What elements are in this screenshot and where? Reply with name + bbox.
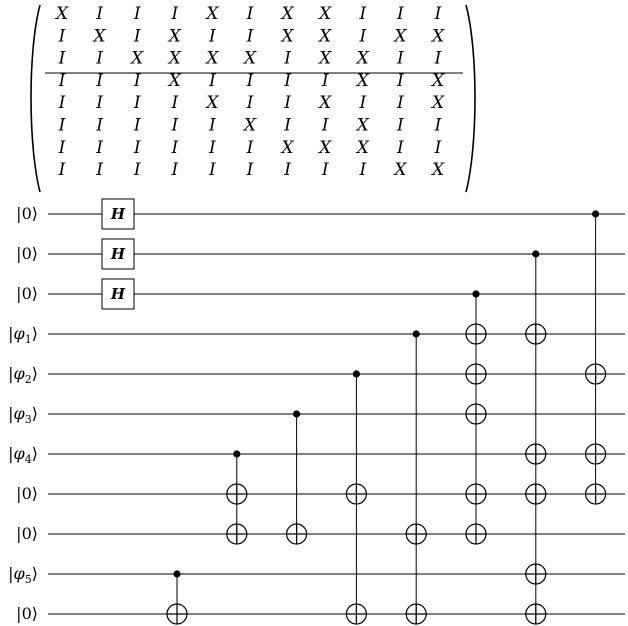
cnot-control-dot (353, 370, 360, 377)
hadamard-label: H (110, 285, 126, 303)
matrix-cell: I (246, 70, 254, 91)
cnot-control-dot (472, 290, 479, 297)
ket-open: | (16, 244, 22, 263)
matrix-cell: X (356, 70, 369, 91)
ket-symbol: 0 (21, 244, 32, 263)
matrix-cell: X (356, 137, 369, 158)
matrix-cell: X (394, 160, 407, 181)
matrix-cell: I (209, 137, 216, 158)
cnot-target (466, 364, 486, 384)
matrix-cell: I (171, 160, 179, 181)
cnot-target (167, 604, 187, 624)
matrix-cell: I (96, 160, 103, 181)
ket-open: | (16, 604, 22, 623)
matrix-cell: X (281, 26, 294, 47)
matrix-cell: I (171, 137, 179, 158)
ket-close: ⟩ (31, 604, 38, 623)
cnot-target (346, 484, 366, 504)
cnot-target (227, 484, 247, 504)
matrix-cell: I (397, 70, 404, 91)
ket-close: ⟩ (31, 444, 38, 463)
cnot-control-dot (233, 450, 240, 457)
ket-subscript: 5 (24, 573, 32, 586)
ket-open: | (16, 284, 22, 303)
matrix-cell: I (246, 160, 254, 181)
matrix-cell: I (246, 4, 254, 24)
matrix-cell: I (397, 115, 404, 136)
qubit-label (8, 404, 38, 426)
cnot-target (227, 524, 247, 544)
matrix-cell: I (359, 4, 367, 24)
matrix-cell: I (171, 115, 179, 136)
circuit (8, 199, 625, 624)
cnot-target (526, 484, 546, 504)
ket-subscript: 1 (24, 333, 32, 346)
matrix-cell: I (58, 26, 66, 47)
ket-open: | (16, 484, 22, 503)
matrix-cell: I (434, 4, 442, 24)
matrix-cell: I (209, 115, 216, 136)
cnot-target (526, 324, 546, 344)
matrix-cell: X (356, 115, 369, 136)
matrix-cell: I (133, 137, 141, 158)
matrix-cell: I (284, 115, 291, 136)
ket-close: ⟩ (31, 564, 38, 583)
cnot-target (526, 604, 546, 624)
ket-close: ⟩ (31, 284, 38, 303)
ket-subscript: 4 (24, 453, 32, 466)
ket-subscript: 2 (24, 373, 32, 386)
matrix-cell: X (168, 26, 181, 47)
matrix-cell: I (96, 70, 103, 91)
cnot-control-dot (173, 570, 180, 577)
qubit-label (16, 484, 38, 503)
ket-subscript: 3 (24, 413, 32, 426)
cnot-control-dot (413, 330, 420, 337)
matrix-cell: X (319, 48, 332, 69)
matrix-cell: I (96, 115, 103, 136)
matrix-cell: X (394, 26, 407, 47)
matrix-cell: I (171, 93, 179, 114)
qubit-label (16, 284, 38, 303)
matrix-cell: I (58, 137, 66, 158)
matrix-cell: X (319, 93, 332, 114)
matrix-cell: X (243, 115, 257, 136)
ket-open: | (8, 444, 14, 463)
matrix-cell: I (397, 48, 404, 69)
ket-symbol: φ (13, 444, 25, 463)
matrix-cell: I (209, 160, 216, 181)
matrix-cell: I (209, 26, 216, 47)
ket-close: ⟩ (31, 404, 38, 423)
ket-symbol: φ (13, 364, 25, 383)
ket-close: ⟩ (31, 364, 38, 383)
matrix-cell: I (133, 4, 141, 24)
cnot-target (586, 444, 606, 464)
qubit-label (16, 204, 38, 223)
stabilizer-matrix (31, 4, 475, 192)
cnot-control-dot (532, 250, 539, 257)
matrix-cell: X (319, 4, 332, 24)
qubit-label (16, 244, 38, 263)
matrix-cell: X (55, 4, 69, 24)
matrix-cell: X (243, 48, 257, 69)
matrix-cell: I (284, 70, 291, 91)
qubit-label (16, 524, 38, 543)
matrix-cell: X (281, 137, 294, 158)
matrix-right-paren (466, 5, 475, 192)
matrix-cell: I (133, 160, 141, 181)
matrix-cell: X (168, 48, 181, 69)
matrix-cell: I (209, 70, 216, 91)
ket-open: | (16, 204, 22, 223)
matrix-cell: I (96, 48, 103, 69)
matrix-cell: I (359, 160, 367, 181)
matrix-cell: I (284, 160, 291, 181)
ket-symbol: 0 (21, 284, 32, 303)
matrix-cell: I (246, 26, 254, 47)
matrix-cell: X (319, 137, 332, 158)
cnot-target (586, 484, 606, 504)
matrix-cell: I (96, 4, 103, 24)
matrix-cell: X (431, 70, 445, 91)
ket-close: ⟩ (31, 324, 38, 343)
matrix-cell: X (206, 4, 219, 24)
ket-symbol: 0 (21, 524, 32, 543)
matrix-cell: I (58, 70, 66, 91)
matrix-cell: I (96, 93, 103, 114)
cnot-target (406, 524, 426, 544)
cnot-control-dot (293, 410, 300, 417)
ket-symbol: 0 (21, 604, 32, 623)
ket-symbol: φ (13, 324, 25, 343)
matrix-cell: X (319, 26, 332, 47)
matrix-cell: X (431, 93, 445, 114)
matrix-cell: I (359, 93, 367, 114)
matrix-cell: I (171, 4, 179, 24)
matrix-cell: I (58, 48, 66, 69)
cnot-target (466, 484, 486, 504)
matrix-cell: I (321, 115, 329, 136)
matrix-cell: X (356, 48, 369, 69)
cnot-control-dot (592, 210, 599, 217)
matrix-cell: I (434, 115, 442, 136)
matrix-cell: I (133, 93, 141, 114)
qubit-label (8, 444, 38, 466)
ket-open: | (8, 564, 14, 583)
matrix-cell: X (93, 26, 106, 47)
matrix-cell: X (431, 160, 445, 181)
ket-open: | (16, 524, 22, 543)
qubit-label (16, 604, 38, 623)
cnot-target (406, 604, 426, 624)
hadamard-label: H (110, 205, 126, 223)
ket-close: ⟩ (31, 244, 38, 263)
ket-symbol: 0 (21, 204, 32, 223)
cnot-target (526, 444, 546, 464)
ket-close: ⟩ (31, 524, 38, 543)
cnot-target (586, 364, 606, 384)
matrix-cell: X (431, 26, 445, 47)
matrix-cell: I (359, 26, 367, 47)
matrix-cell: I (58, 93, 66, 114)
matrix-cell: I (321, 160, 329, 181)
matrix-cell: I (321, 70, 329, 91)
matrix-cell: I (397, 4, 404, 24)
ket-open: | (8, 404, 14, 423)
matrix-cell: X (131, 48, 144, 69)
cnot-target (466, 324, 486, 344)
matrix-cell: I (133, 26, 141, 47)
matrix-cell: I (246, 137, 254, 158)
ket-close: ⟩ (31, 204, 38, 223)
matrix-cell: I (96, 137, 103, 158)
matrix-cell: I (397, 137, 404, 158)
ket-symbol: φ (13, 404, 25, 423)
cnot-target (346, 604, 366, 624)
ket-open: | (8, 364, 14, 383)
hadamard-label: H (110, 245, 126, 263)
matrix-left-paren (31, 5, 40, 192)
cnot-target (466, 404, 486, 424)
matrix-cell: X (281, 4, 294, 24)
matrix-cell: I (246, 93, 254, 114)
matrix-cell: X (168, 70, 181, 91)
matrix-cell: I (284, 93, 291, 114)
ket-close: ⟩ (31, 484, 38, 503)
qubit-label (8, 324, 38, 346)
ket-symbol: φ (13, 564, 25, 583)
qubit-label (8, 364, 38, 386)
qubit-label (8, 564, 38, 586)
matrix-cell: X (206, 48, 219, 69)
ket-symbol: 0 (21, 484, 32, 503)
matrix-cell: X (206, 93, 219, 114)
matrix-cell: I (434, 48, 442, 69)
cnot-target (526, 564, 546, 584)
cnot-target (287, 524, 307, 544)
matrix-cell: I (284, 48, 291, 69)
matrix-cell: I (434, 137, 442, 158)
matrix-cell: I (133, 115, 141, 136)
cnot-target (466, 524, 486, 544)
matrix-cell: I (397, 93, 404, 114)
matrix-cell: I (133, 70, 141, 91)
ket-open: | (8, 324, 14, 343)
matrix-cell: I (58, 115, 66, 136)
matrix-cell: I (58, 160, 66, 181)
